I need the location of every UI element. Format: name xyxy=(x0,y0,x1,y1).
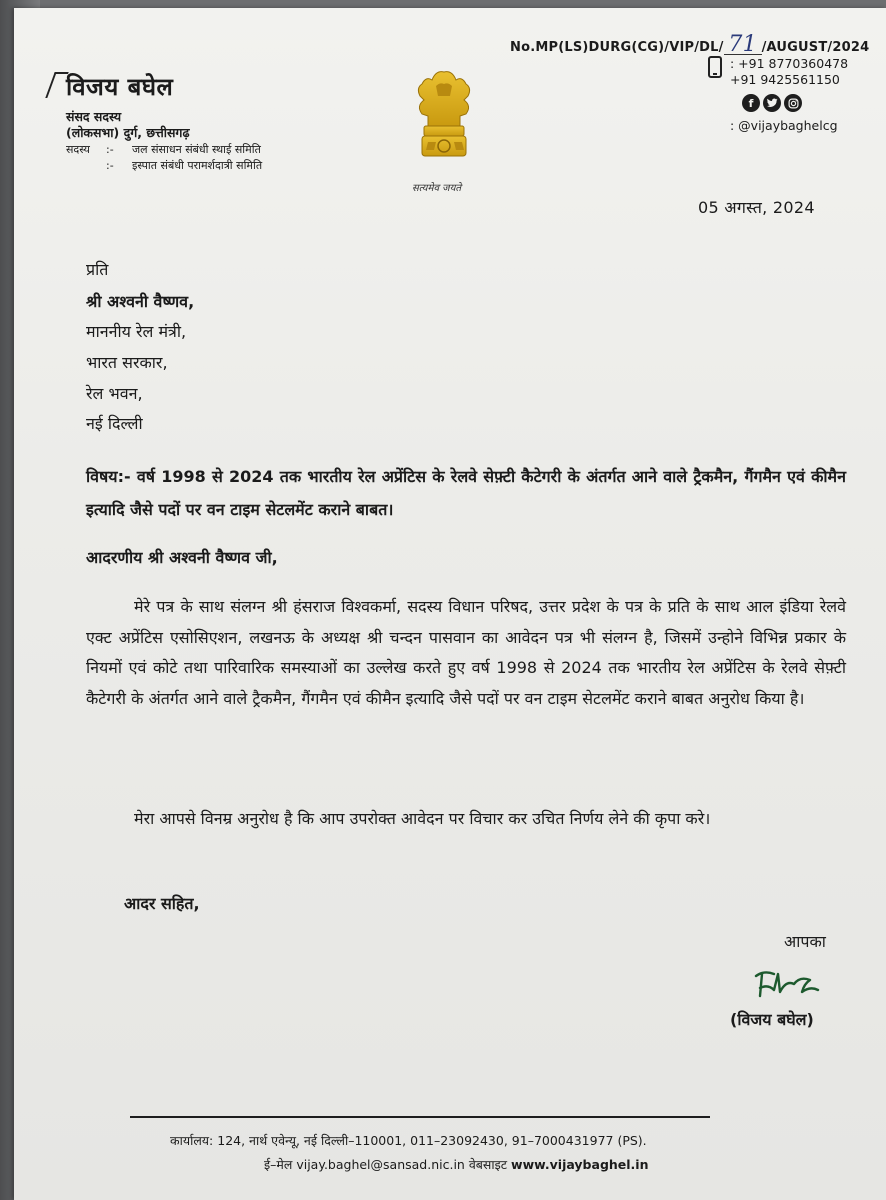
mobile-phone-icon xyxy=(708,56,722,78)
footer-address: कार्यालय: 124, नार्थ एवेन्यू, नई दिल्ली–110001, 011–23092430, 91–7000431977 (PS). xyxy=(170,1133,647,1148)
yours-label: आपका xyxy=(784,932,826,951)
sender-name: विजय बघेल xyxy=(66,73,174,101)
reference-suffix: /AUGUST/2024 xyxy=(761,40,870,55)
facebook-icon: f xyxy=(742,94,760,112)
instagram-icon xyxy=(784,94,802,112)
national-emblem-icon xyxy=(402,66,486,176)
addressee-line: श्री अश्वनी वैष्णव, xyxy=(86,292,195,311)
committee-separator: :- xyxy=(106,143,114,156)
footer-contact xyxy=(264,1156,648,1173)
website-label: वेबसाइट xyxy=(468,1157,508,1172)
reference-prefix: No.MP(LS)DURG(CG)/VIP/DL/ xyxy=(510,40,724,55)
designation-line-1: संसद सदस्य xyxy=(66,109,122,124)
addressee-prefix: प्रति xyxy=(86,260,109,279)
reference-handwritten-number: 71 xyxy=(724,36,762,55)
social-icons xyxy=(742,94,802,112)
committee-membership-2 xyxy=(66,158,262,173)
salutation: आदरणीय श्री अश्वनी वैष्णव जी, xyxy=(86,548,278,567)
letter-page xyxy=(14,8,886,1200)
twitter-icon xyxy=(763,94,781,112)
handwritten-signature xyxy=(752,962,822,1004)
letter-subject: विषय:- वर्ष 1998 से 2024 तक भारतीय रेल अप्रेंटिस के रेलवे सेफ़्टी कैटेगरी के अंतर्गत आने वाले ट्रैकमैन, गैंगमैन एवं कीमैन इत्यादि जैसे पदों पर वन टाइम सेटलमेंट कराने बाबत। xyxy=(86,467,846,519)
phone-number-1: : +91 8770360478 xyxy=(730,56,849,71)
footer-divider xyxy=(130,1116,710,1118)
emblem-motto: सत्यमेव जयते xyxy=(412,183,462,194)
addressee-line: रेल भवन, xyxy=(86,384,143,403)
reference-number xyxy=(510,32,870,57)
letter-date: 05 अगस्त, 2024 xyxy=(698,198,815,217)
signatory-name: (विजय बघेल) xyxy=(730,1010,814,1029)
closing: आदर सहित, xyxy=(124,894,200,913)
phone-number-2: +91 9425561150 xyxy=(730,72,840,87)
body-paragraph-2: मेरा आपसे विनम्र अनुरोध है कि आप उपरोक्त आवेदन पर विचार कर उचित निर्णय लेने की कृपा करे। xyxy=(134,809,711,828)
committee-value: इस्पात संबंधी परामर्शदात्री समिति xyxy=(132,159,263,172)
committee-membership-1 xyxy=(66,142,261,157)
addressee-line: भारत सरकार, xyxy=(86,353,168,372)
addressee-line: नई दिल्ली xyxy=(86,414,143,433)
committee-value: जल संसाधन संबंधी स्थाई समिति xyxy=(132,143,261,156)
body-paragraph-1: मेरे पत्र के साथ संलग्न श्री हंसराज विश्वकर्मा, सदस्य विधान परिषद, उत्तर प्रदेश के पत्र के प्रति के साथ आल इंडिया रेलवे एक्ट अप्रेंटिस एसोसिएशन, लखनऊ के अध्यक्ष श्री चन्दन पासवान का आवेदन पत्र भी संलग्न है, जिसमें उन्होने विभिन्न प्रकार के नियमों एवं कोटे तथा पारिवारिक समस्याओं का उल्लेख करते हुए वर्ष 1998 से 2024 तक भारतीय रेल अप्रेंटिस के रेलवे सेफ़्टी कैटेगरी के अंतर्गत आने वाले ट्रैकमैन, गैंगमैन एवं कीमैन इत्यादि जैसे पदों पर वन टाइम सेटलमेंट कराने बाबत अनुरोध किया है। xyxy=(86,597,846,708)
addressee-line: माननीय रेल मंत्री, xyxy=(86,322,187,341)
committee-key: सदस्य xyxy=(66,143,90,156)
email-label: ई–मेल xyxy=(264,1157,293,1172)
committee-separator: :- xyxy=(106,159,114,172)
email-address[interactable]: vijay.baghel@sansad.nic.in xyxy=(296,1157,465,1172)
social-handle: : @vijaybaghelcg xyxy=(730,118,838,133)
designation-line-2: (लोकसभा) दुर्ग, छत्तीसगढ़ xyxy=(66,125,190,140)
website-link[interactable]: www.vijaybaghel.in xyxy=(511,1157,649,1172)
